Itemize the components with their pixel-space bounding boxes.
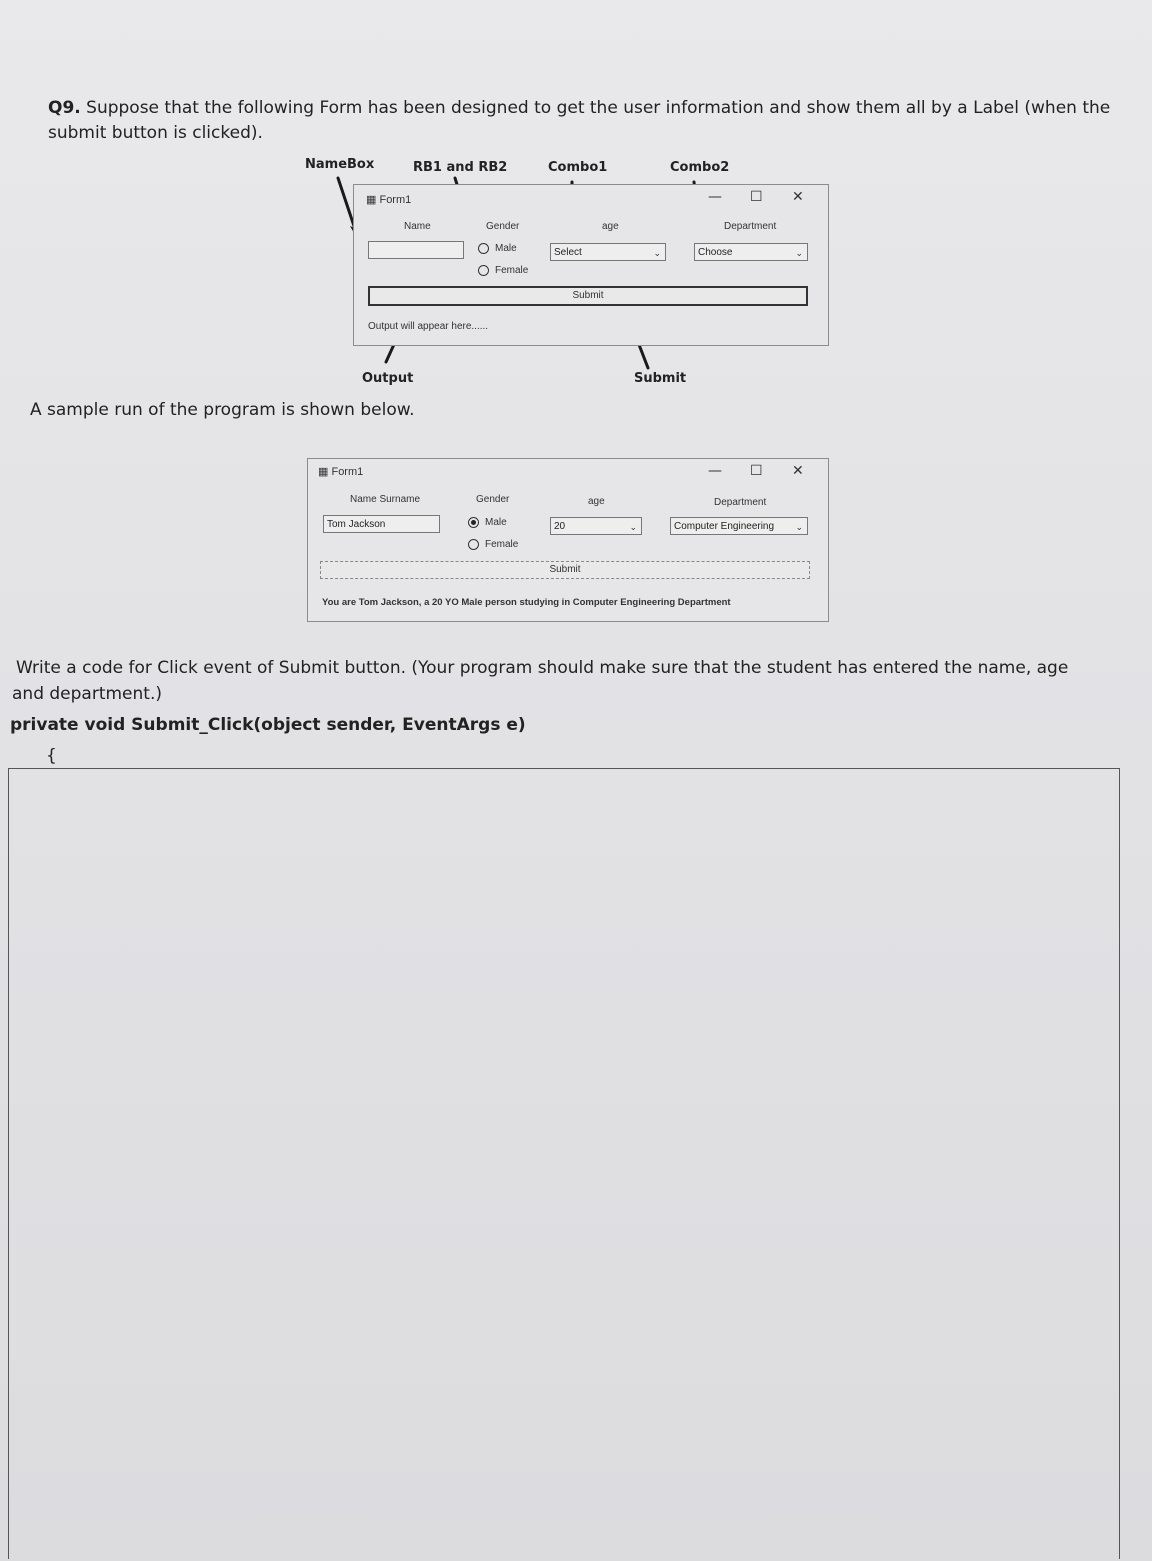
design-output-label: Output will appear here...... bbox=[368, 321, 489, 332]
sample-form-title-bar bbox=[318, 465, 363, 478]
chevron-down-icon: ⌄ bbox=[653, 248, 661, 258]
task-line2: and department.) bbox=[12, 684, 162, 704]
open-brace: { bbox=[46, 746, 57, 766]
sample-dept-label: Department bbox=[714, 497, 767, 508]
sample-female-label: Female bbox=[485, 539, 519, 551]
design-male-label: Male bbox=[495, 243, 517, 255]
sample-male-label: Male bbox=[485, 517, 507, 529]
design-dept-combo[interactable] bbox=[694, 243, 808, 261]
design-form-title-bar bbox=[366, 193, 411, 206]
question-number: Q9. bbox=[48, 98, 81, 118]
label-combo1: Combo1 bbox=[548, 160, 608, 175]
answer-box[interactable] bbox=[8, 768, 1120, 1559]
maximize-icon[interactable]: ☐ bbox=[750, 189, 763, 205]
close-icon[interactable]: ✕ bbox=[792, 463, 804, 479]
design-age-value: Select bbox=[554, 247, 582, 258]
design-dept-label: Department bbox=[724, 221, 777, 232]
minimize-icon[interactable]: — bbox=[708, 189, 722, 205]
sample-gender-label: Gender bbox=[476, 494, 510, 505]
sample-run-caption: A sample run of the program is shown below. bbox=[30, 400, 415, 420]
chevron-down-icon: ⌄ bbox=[795, 522, 803, 532]
question-line2: submit button is clicked). bbox=[48, 123, 263, 143]
design-gender-label: Gender bbox=[486, 221, 520, 232]
question-line1: Suppose that the following Form has been designed to get the user information and show them all by a Label (when the bbox=[86, 98, 1111, 118]
design-female-radio[interactable] bbox=[478, 265, 528, 276]
sample-submit-button[interactable]: Submit bbox=[320, 561, 810, 579]
close-icon[interactable]: ✕ bbox=[792, 189, 804, 205]
design-name-input[interactable] bbox=[368, 241, 464, 259]
radio-selected-icon bbox=[468, 517, 479, 528]
sample-female-radio[interactable] bbox=[468, 539, 518, 550]
design-male-radio[interactable] bbox=[478, 243, 517, 254]
chevron-down-icon: ⌄ bbox=[795, 248, 803, 258]
design-age-label: age bbox=[602, 221, 619, 232]
design-form-window bbox=[353, 184, 829, 346]
sample-dept-value: Computer Engineering bbox=[674, 521, 775, 532]
sample-name-input[interactable]: Tom Jackson bbox=[323, 515, 440, 533]
sample-form-title: Form1 bbox=[331, 466, 364, 478]
design-form-title: Form1 bbox=[379, 194, 412, 206]
chevron-down-icon: ⌄ bbox=[629, 522, 637, 532]
method-signature: private void Submit_Click(object sender, EventArgs e) bbox=[10, 715, 526, 735]
radio-icon bbox=[478, 265, 489, 276]
sample-age-value: 20 bbox=[554, 521, 566, 532]
minimize-icon[interactable]: — bbox=[708, 463, 722, 479]
form-icon: ▦ bbox=[366, 194, 377, 206]
radio-icon bbox=[468, 539, 479, 550]
maximize-icon[interactable]: ☐ bbox=[750, 463, 763, 479]
sample-age-label: age bbox=[588, 496, 605, 507]
label-combo2: Combo2 bbox=[670, 160, 730, 175]
sample-dept-combo[interactable] bbox=[670, 517, 808, 535]
design-dept-value: Choose bbox=[698, 247, 733, 258]
radio-icon bbox=[478, 243, 489, 254]
label-submit: Submit bbox=[634, 371, 687, 386]
sample-output-label: You are Tom Jackson, a 20 YO Male person studying in Computer Engineering Department bbox=[322, 597, 731, 608]
form-icon: ▦ bbox=[318, 466, 329, 478]
sample-form-window bbox=[307, 458, 829, 622]
design-submit-button[interactable]: Submit bbox=[368, 286, 808, 306]
design-name-label: Name bbox=[404, 221, 431, 232]
label-namebox: NameBox bbox=[305, 157, 375, 172]
design-age-combo[interactable] bbox=[550, 243, 666, 261]
label-rb1-rb2: RB1 and RB2 bbox=[413, 160, 508, 175]
label-output: Output bbox=[362, 371, 414, 386]
sample-age-combo[interactable] bbox=[550, 517, 642, 535]
sample-name-label: Name Surname bbox=[350, 494, 421, 505]
sample-male-radio[interactable] bbox=[468, 517, 507, 528]
design-female-label: Female bbox=[495, 265, 529, 277]
task-line1: Write a code for Click event of Submit button. (Your program should make sure that the student has entered the name, age bbox=[16, 658, 1069, 678]
